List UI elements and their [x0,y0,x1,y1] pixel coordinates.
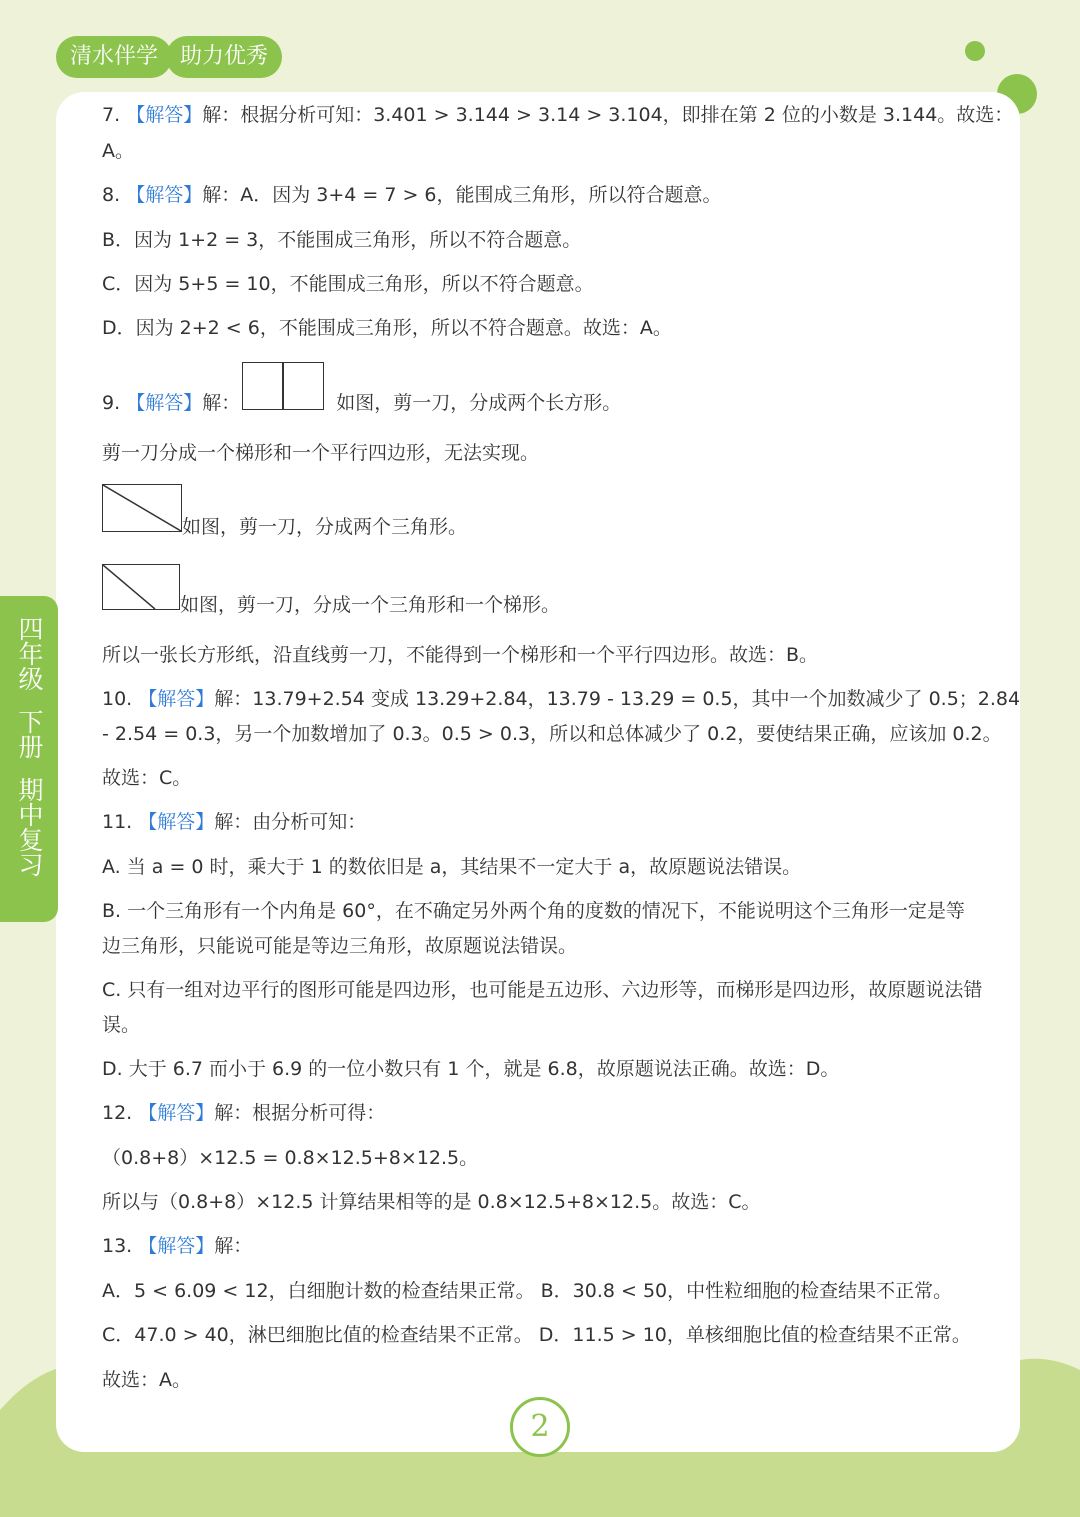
rectangle-split-figure [242,362,324,410]
answer-9-triangles: 如图，剪一刀，分成两个三角形。 [182,516,468,538]
answer-10-choice: 故选：C。 [102,767,192,789]
answer-8-b: B．因为 1+2 = 3，不能围成三角形，所以不符合题意。 [102,229,582,251]
side-tab [0,596,58,922]
answer-13-cd: C．47.0 > 40，淋巴细胞比值的检查结果不正常。 D．11.5 > 10，单核细胞比值的检查结果不正常。 [102,1324,971,1346]
answer-label: 【解答】 [138,1102,215,1124]
answer-label: 【解答】 [138,688,215,710]
side-tab-review: 期中复习 [15,777,44,877]
answer-label: 【解答】 [126,184,203,206]
answer-8-c: C．因为 5+5 = 10，不能围成三角形，所以不符合题意。 [102,273,594,295]
rectangle-diagonal-figure [102,484,182,532]
answer-12-equation: （0.8+8）×12.5 = 0.8×12.5+8×12.5。 [102,1147,479,1169]
answer-11-c: C. 只有一组对边平行的图形可能是四边形，也可能是五边形、六边形等，而梯形是四边形，故原题说法错 [102,979,983,1001]
answer-11-b-cont: 边三角形，只能说可能是等边三角形，故原题说法错误。 [102,935,578,957]
answer-7-choice: A。 [102,140,134,162]
answer-10-cont: - 2.54 = 0.3，另一个加数增加了 0.3。0.5 > 0.3，所以和总体减少了 0.2，要使结果正确，应该加 0.2。 [102,723,1002,745]
side-tab-volume: 下册 [15,709,44,759]
answer-label: 【解答】 [138,1235,215,1257]
answer-9-line: 9. 【解答】解： 如图，剪一刀，分成两个长方形。 [102,392,622,414]
rectangle-cut-figure [102,564,180,610]
answer-9-trapezoid: 如图，剪一刀，分成一个三角形和一个梯形。 [180,594,561,616]
answer-13-line: 13. 【解答】解： [102,1235,253,1257]
header-tag-qingshui: 清水伴学 [56,36,172,78]
answer-label: 【解答】 [138,811,215,833]
page-number: 2 [510,1397,570,1457]
answer-12-choice: 所以与（0.8+8）×12.5 计算结果相等的是 0.8×12.5+8×12.5。故选：C。 [102,1191,761,1213]
answer-10-line: 10. 【解答】解：13.79+2.54 变成 13.29+2.84，13.79 - 13.29 = 0.5，其中一个加数减少了 0.5；2.84 [102,688,1021,710]
answer-12-line: 12. 【解答】解：根据分析可得： [102,1102,386,1124]
answer-8-d: D．因为 2+2 < 6，不能围成三角形，所以不符合题意。故选：A。 [102,317,672,339]
answer-13-ab: A．5 < 6.09 < 12，白细胞计数的检查结果正常。 B．30.8 < 50，中性粒细胞的检查结果不正常。 [102,1280,953,1302]
answer-11-line: 11. 【解答】解：由分析可知： [102,811,367,833]
answer-9-note: 剪一刀分成一个梯形和一个平行四边形，无法实现。 [102,442,540,464]
answer-13-choice: 故选：A。 [102,1369,191,1391]
side-tab-grade: 四年级 [15,616,44,691]
answer-11-c-cont: 误。 [102,1014,141,1036]
answer-9-conclusion: 所以一张长方形纸，沿直线剪一刀，不能得到一个梯形和一个平行四边形。故选：B。 [102,644,819,666]
decor-dot-small [965,41,985,61]
answer-11-d: D. 大于 6.7 而小于 6.9 的一位小数只有 1 个，就是 6.8，故原题说法正确。故选：D。 [102,1058,840,1080]
header-tag-zhuli: 助力优秀 [166,36,282,78]
answer-8-line: 8. 【解答】解：A．因为 3+4 = 7 > 6，能围成三角形，所以符合题意。 [102,184,722,206]
answer-label: 【解答】 [126,392,203,414]
answer-7-line: 7. 【解答】解：根据分析可知：3.401 > 3.144 > 3.14 > 3.104，即排在第 2 位的小数是 3.144。故选： [102,104,1014,126]
answer-11-b: B. 一个三角形有一个内角是 60°，在不确定另外两个角的度数的情况下，不能说明这个三角形一定是等 [102,900,965,922]
answer-11-a: A. 当 a = 0 时，乘大于 1 的数依旧是 a，其结果不一定大于 a，故原题说法错误。 [102,856,802,878]
answer-label: 【解答】 [126,104,203,126]
